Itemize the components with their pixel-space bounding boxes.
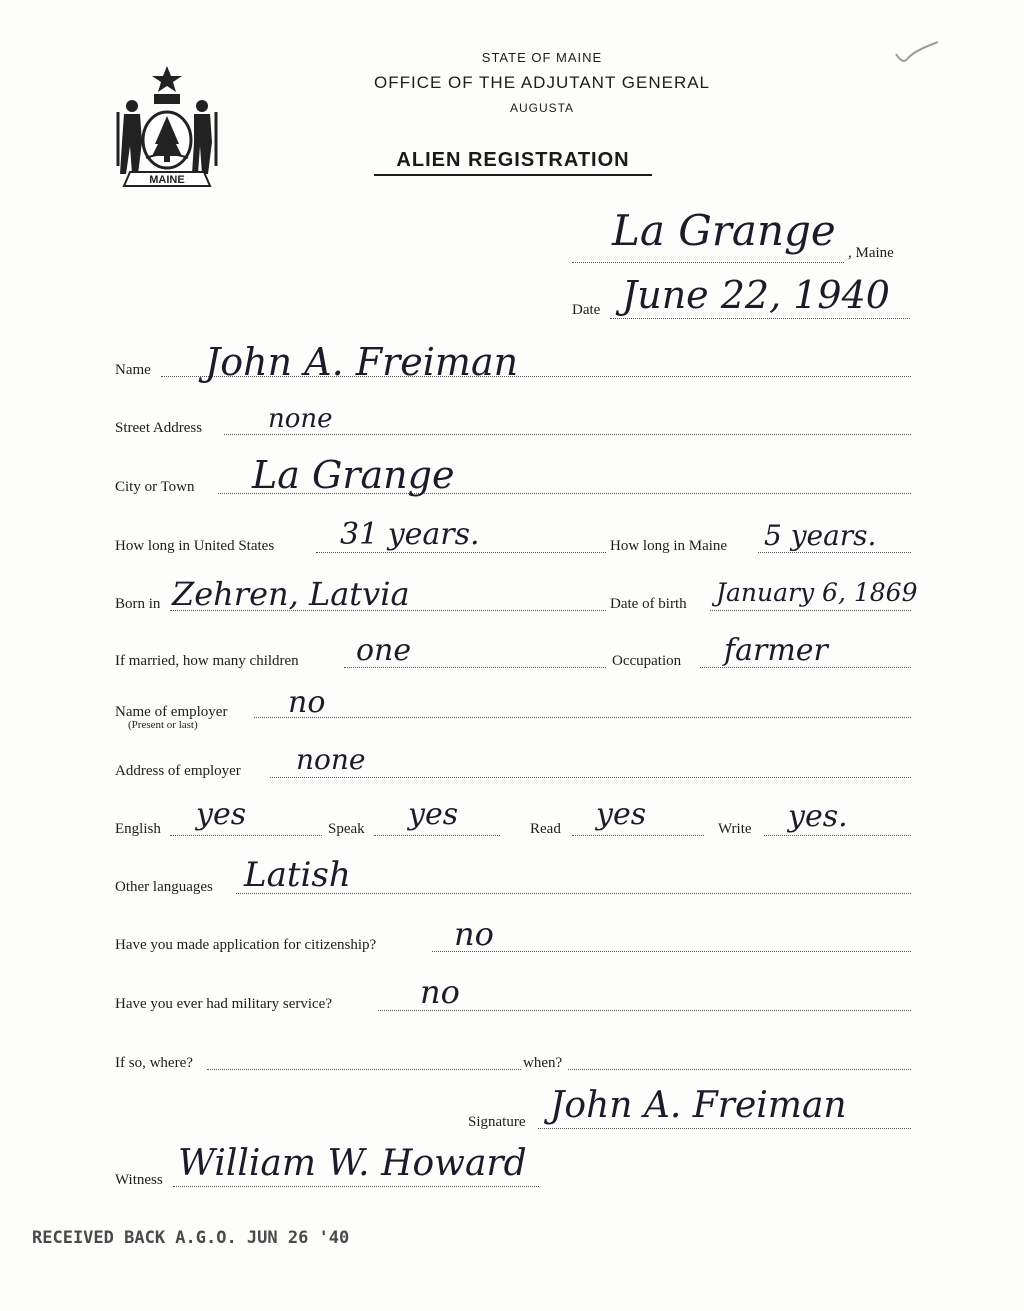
other-languages-value[interactable]: Latish xyxy=(244,855,351,895)
dotted-fill-line xyxy=(710,610,911,611)
dotted-fill-line xyxy=(432,951,911,952)
received-stamp: RECEIVED BACK A.G.O. JUN 26 '40 xyxy=(32,1228,350,1248)
employer-label: Name of employer xyxy=(115,704,228,720)
dotted-fill-line xyxy=(170,835,322,836)
employer-address-value[interactable]: none xyxy=(296,743,366,776)
dotted-fill-line xyxy=(610,318,910,319)
dotted-fill-line xyxy=(572,835,704,836)
citizenship-label: Have you made application for citizenship? xyxy=(115,937,377,953)
employer-address-label: Address of employer xyxy=(115,763,241,779)
citizenship-value[interactable]: no xyxy=(454,915,494,953)
military-value[interactable]: no xyxy=(420,973,460,1011)
dotted-fill-line xyxy=(173,1186,539,1187)
name-value[interactable]: John A. Freiman xyxy=(205,340,519,384)
dotted-fill-line xyxy=(764,835,911,836)
date-value[interactable]: June 22, 1940 xyxy=(622,273,890,317)
street-value[interactable]: none xyxy=(268,404,333,434)
children-value[interactable]: one xyxy=(356,633,412,668)
dotted-fill-line xyxy=(572,262,844,263)
dotted-fill-line xyxy=(316,552,606,553)
when-label: when? xyxy=(523,1055,563,1071)
occupation-label: Occupation xyxy=(612,653,682,669)
read-label: Read xyxy=(530,821,561,837)
street-label: Street Address xyxy=(115,420,203,436)
dotted-fill-line xyxy=(374,835,500,836)
dotted-fill-line xyxy=(568,1069,911,1070)
seal-text: MAINE xyxy=(149,174,185,186)
name-label: Name xyxy=(115,362,151,378)
born-label: Born in xyxy=(115,596,161,612)
us-time-label: How long in United States xyxy=(115,538,275,554)
employer-value[interactable]: no xyxy=(288,685,326,720)
dotted-fill-line xyxy=(538,1128,911,1129)
born-value[interactable]: Zehren, Latvia xyxy=(172,575,410,613)
form-title: ALIEN REGISTRATION xyxy=(374,149,652,176)
write-label: Write xyxy=(718,821,752,837)
signature-value[interactable]: John A. Freiman xyxy=(550,1085,847,1126)
city-label: City or Town xyxy=(115,479,195,495)
english-label: English xyxy=(115,821,161,837)
english-value[interactable]: yes xyxy=(196,797,247,832)
employer-sublabel: (Present or last) xyxy=(128,719,198,731)
maine-time-label: How long in Maine xyxy=(610,538,728,554)
where-label: If so, where? xyxy=(115,1055,193,1071)
city-value[interactable]: La Grange xyxy=(252,453,455,497)
dotted-fill-line xyxy=(254,717,911,718)
dotted-fill-line xyxy=(207,1069,521,1070)
read-value[interactable]: yes xyxy=(596,797,647,832)
speak-label: Speak xyxy=(328,821,365,837)
witness-label: Witness xyxy=(115,1172,163,1188)
speak-value[interactable]: yes xyxy=(408,797,459,832)
place-value[interactable]: La Grange xyxy=(612,206,836,255)
military-label: Have you ever had military service? xyxy=(115,996,332,1012)
state-heading: STATE OF MAINE xyxy=(481,50,603,65)
occupation-value[interactable]: farmer xyxy=(724,633,828,668)
write-value[interactable]: yes. xyxy=(788,799,848,834)
witness-value[interactable]: William W. Howard xyxy=(178,1143,527,1184)
dotted-fill-line xyxy=(224,434,911,435)
city-heading: AUGUSTA xyxy=(509,101,575,115)
other-languages-label: Other languages xyxy=(115,879,213,895)
signature-label: Signature xyxy=(468,1114,526,1130)
dob-label: Date of birth xyxy=(610,596,687,612)
dotted-fill-line xyxy=(270,777,911,778)
dotted-fill-line xyxy=(758,552,911,553)
dob-value[interactable]: January 6, 1869 xyxy=(716,578,918,607)
office-heading: OFFICE OF THE ADJUTANT GENERAL xyxy=(373,73,711,92)
maine-time-value[interactable]: 5 years. xyxy=(764,519,877,552)
date-label: Date xyxy=(572,302,601,318)
us-time-value[interactable]: 31 years. xyxy=(340,517,480,552)
children-label: If married, how many children xyxy=(115,653,299,669)
place-suffix: , Maine xyxy=(848,245,894,261)
